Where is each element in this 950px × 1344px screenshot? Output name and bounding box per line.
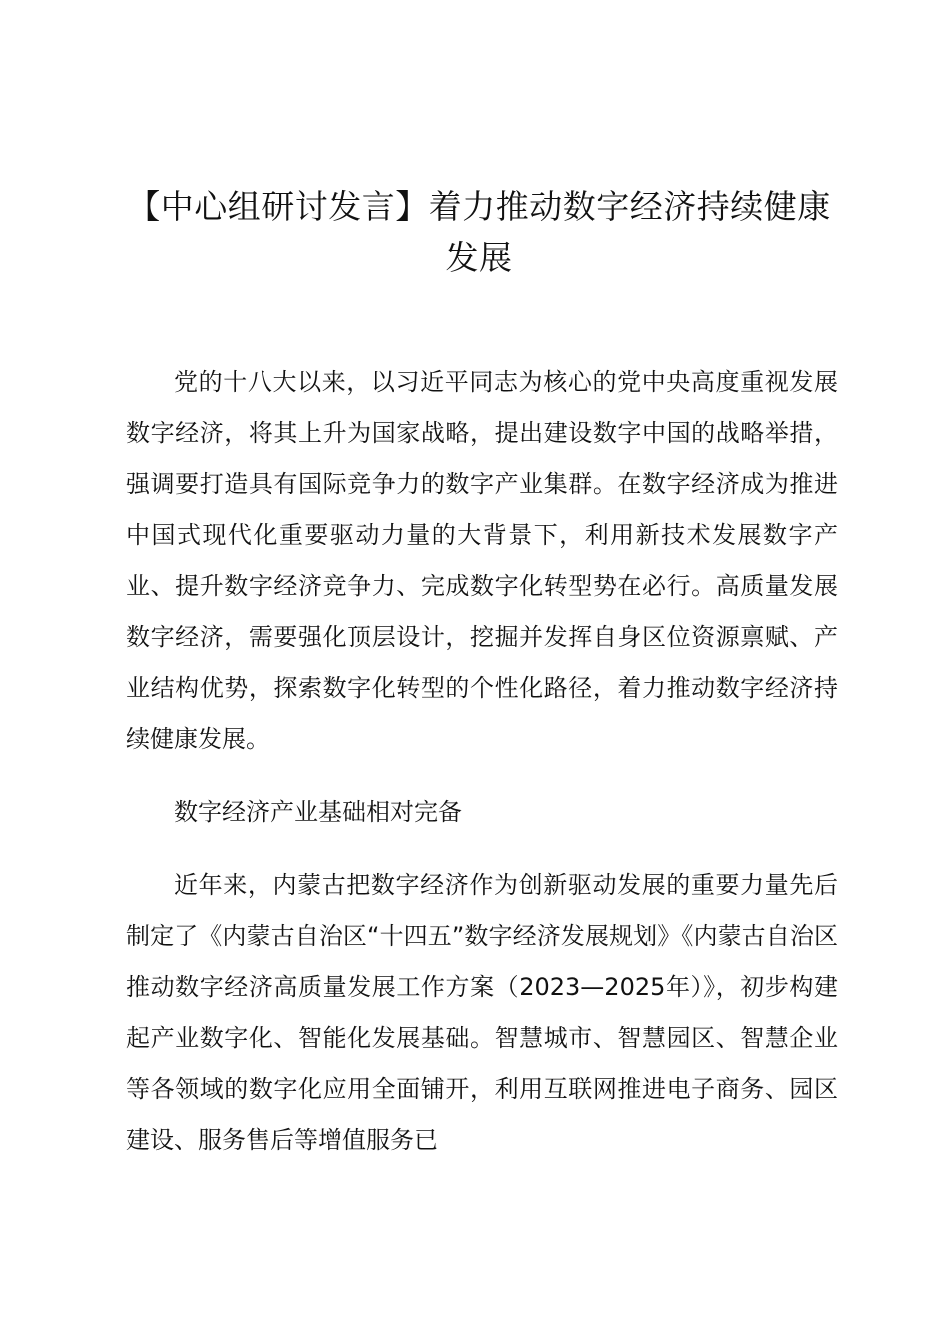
document-body (126, 357, 838, 1188)
section-heading: 数字经济产业基础相对完备 (174, 798, 462, 826)
paragraph-intro: 党的十八大以来，以习近平同志为核心的党中央高度重视发展数字经济，将其上升为国家战略，提出建设数字中国的战略举措，强调要打造具有国际竞争力的数字产业集群。在数字经济成为推进中国式现代化重要驱动力量的大背景下，利用新技术发展数字产业、提升数字经济竞争力、完成数字化转型势在必行。高质量发展数字经济，需要强化顶层设计，挖掘并发挥自身区位资源禀赋、产业结构优势，探索数字化转型的个性化路径，着力推动数字经济持续健康发展。 (126, 368, 838, 753)
document-title: 【中心组研讨发言】着力推动数字经济持续健康发展 (127, 187, 831, 277)
paragraph-inner-mongolia: 近年来，内蒙古把数字经济作为创新驱动发展的重要力量先后制定了《内蒙古自治区“十四五”数字经济发展规划》《内蒙古自治区推动数字经济高质量发展工作方案（2023—2025年）》，初步构建起产业数字化、智能化发展基础。智慧城市、智慧园区、智慧企业等各领域的数字化应用全面铺开，利用互联网推进电子商务、园区建设、服务售后等增值服务已 (126, 871, 838, 1154)
